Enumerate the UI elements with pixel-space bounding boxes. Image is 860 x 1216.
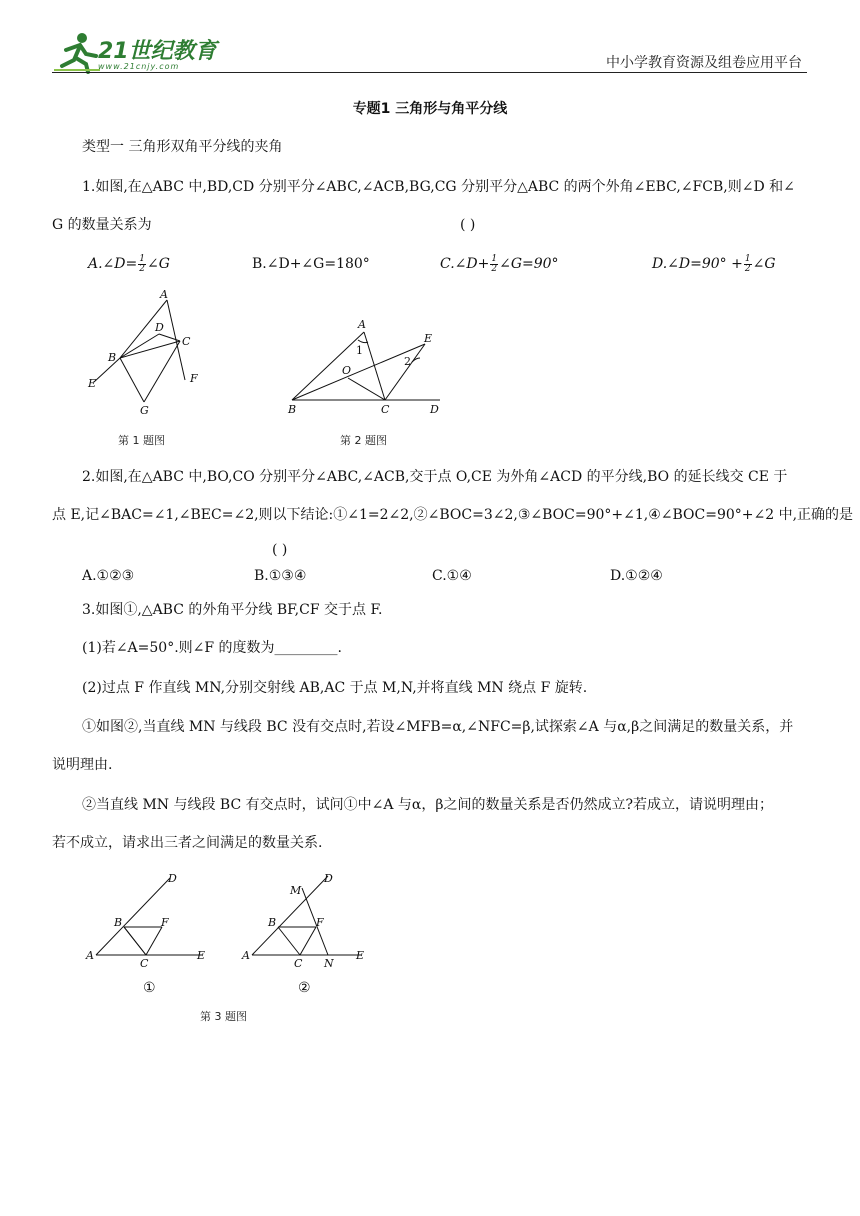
q3-part2-sub2-line2: 若不成立，请求出三者之间满足的数量关系. bbox=[52, 835, 323, 851]
fig3b-label-c: C bbox=[294, 957, 303, 968]
fig3b-label-n: N bbox=[324, 957, 334, 968]
figure-1-caption: 第 1 题图 bbox=[118, 434, 165, 447]
figure-2 bbox=[280, 312, 450, 422]
q2-answer-paren: ( ) bbox=[272, 542, 288, 558]
q2-option-c: C.①④ bbox=[432, 568, 472, 584]
q1-line1: 1.如图,在△ABC 中,BD,CD 分别平分∠ABC,∠ACB,BG,CG 分别平分△ABC 的两个外角∠EBC,∠FCB,则∠D 和∠ bbox=[82, 179, 795, 195]
q2-option-b: B.①③④ bbox=[254, 568, 307, 584]
fig3a-label-a: A bbox=[86, 949, 94, 962]
fig3b-label-f: F bbox=[316, 916, 324, 929]
q3-line1: 3.如图①,△ABC 的外角平分线 BF,CF 交于点 F. bbox=[82, 602, 383, 618]
q3-part2-sub1-line1: ①如图②,当直线 MN 与线段 BC 没有交点时,若设∠MFB=α,∠NFC=β,试探索∠A 与α,β之间满足的数量关系，并 bbox=[82, 719, 794, 735]
q3-part2-sub2-line1: ②当直线 MN 与线段 BC 有交点时，试问①中∠A 与α，β之间的数量关系是否仍然成立?若成立，请说明理由； bbox=[82, 797, 773, 813]
figure-3-2 bbox=[238, 868, 373, 968]
q1-option-b: B.∠D+∠G=180° bbox=[252, 256, 370, 272]
figure-3-caption: 第 3 题图 bbox=[200, 1010, 247, 1023]
figure-3-1 bbox=[84, 868, 214, 968]
platform-name: 中小学教育资源及组卷应用平台 bbox=[606, 55, 802, 71]
q2-line2: 点 E,记∠BAC=∠1,∠BEC=∠2,则以下结论:①∠1=2∠2,②∠BOC=3∠2,③∠BOC=90°+∠1,④∠BOC=90°+∠2 中,正确的是 bbox=[52, 507, 854, 523]
runner-logo-icon bbox=[52, 30, 102, 74]
fig3a-label-c: C bbox=[140, 957, 149, 968]
q3-part2: (2)过点 F 作直线 MN,分别交射线 AB,AC 于点 M,N,并将直线 MN 绕点 F 旋转. bbox=[82, 680, 588, 696]
fig1-label-e: E bbox=[88, 377, 97, 390]
figure-3-2-label: ② bbox=[298, 980, 311, 996]
figure-3-1-label: ① bbox=[143, 980, 156, 996]
fig3b-label-d: D bbox=[324, 872, 333, 885]
q3-part1: (1)若∠A=50°.则∠F 的度数为_________. bbox=[82, 640, 343, 656]
fig2-label-2: 2 bbox=[404, 355, 411, 368]
fig2-label-o: O bbox=[342, 364, 352, 377]
fig3a-label-d: D bbox=[168, 872, 177, 885]
fig1-label-a: A bbox=[160, 288, 168, 301]
fig3a-label-b: B bbox=[114, 916, 123, 929]
fig3b-label-m: M bbox=[290, 884, 302, 897]
fig3b-label-e: E bbox=[356, 949, 365, 962]
fig2-label-c: C bbox=[381, 403, 390, 416]
q1-option-a: A.∠D= $\frac{1}{2}$ ∠G bbox=[88, 253, 170, 274]
fig2-label-d: D bbox=[430, 403, 439, 416]
q1-option-d: D.∠D=90° + $\frac{1}{2}$ ∠G bbox=[652, 253, 776, 274]
q1-line2: G 的数量关系为 bbox=[52, 217, 152, 233]
q1-answer-paren: ( ) bbox=[460, 217, 476, 233]
q2-option-a: A.①②③ bbox=[82, 568, 135, 584]
q3-part2-sub1-line2: 说明理由. bbox=[52, 757, 113, 773]
fig2-label-1: 1 bbox=[356, 344, 363, 357]
q2-option-d: D.①②④ bbox=[610, 568, 663, 584]
figure-1 bbox=[82, 288, 222, 423]
q2-line1: 2.如图,在△ABC 中,BO,CO 分别平分∠ABC,∠ACB,交于点 O,CE 为外角∠ACD 的平分线,BO 的延长线交 CE 于 bbox=[82, 469, 788, 485]
section-heading: 类型一 三角形双角平分线的夹角 bbox=[82, 139, 283, 155]
page-title: 专题1 三角形与角平分线 bbox=[352, 101, 508, 117]
fig1-label-d: D bbox=[155, 321, 164, 334]
logo-url: www.21cnjy.com bbox=[98, 62, 180, 71]
fig3b-label-a: A bbox=[242, 949, 250, 962]
fig2-label-e: E bbox=[424, 332, 433, 345]
fig3b-label-b: B bbox=[268, 916, 277, 929]
header-divider bbox=[52, 72, 807, 73]
fig2-label-b: B bbox=[288, 403, 297, 416]
fig1-label-f: F bbox=[190, 372, 198, 385]
fig1-label-g: G bbox=[140, 404, 149, 417]
fig3a-label-e: E bbox=[197, 949, 206, 962]
q1-option-c: C.∠D+ $\frac{1}{2}$ ∠G=90° bbox=[440, 253, 559, 274]
logo-text: 21世纪教育 bbox=[98, 39, 217, 64]
fig1-label-b: B bbox=[108, 351, 117, 364]
figure-2-caption: 第 2 题图 bbox=[340, 434, 387, 447]
fig3a-label-f: F bbox=[161, 916, 169, 929]
fig2-label-a: A bbox=[358, 318, 366, 331]
fig1-label-c: C bbox=[182, 335, 191, 348]
